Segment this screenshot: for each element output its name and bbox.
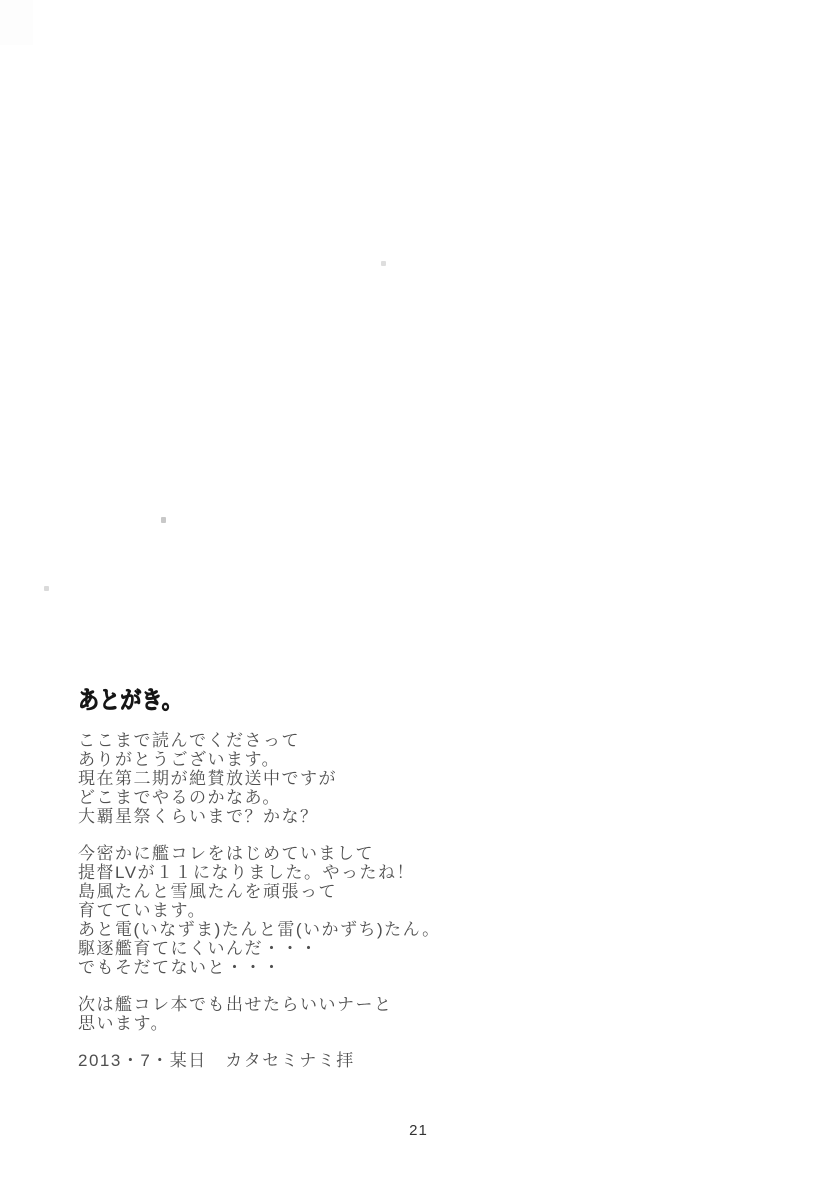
afterword-line: 駆逐艦育てにくいんだ・・・ <box>78 939 319 958</box>
afterword-line: どこまでやるのかなあ。 <box>78 788 281 807</box>
scan-corner-artifact <box>0 0 33 45</box>
scan-speck <box>161 517 166 523</box>
afterword-line: 現在第二期が絶賛放送中ですが <box>78 769 337 788</box>
afterword-line: ここまで読んでくださって <box>78 731 300 750</box>
afterword-line: でもそだてないと・・・ <box>78 958 282 977</box>
afterword-line: 島風たんと雪風たんを頑張って <box>78 882 337 901</box>
afterword-line: 提督LVが１１になりました。やったね！ <box>78 863 416 882</box>
scan-speck <box>44 586 49 591</box>
afterword-line: 大覇星祭くらいまで？かな？ <box>78 807 319 826</box>
signature-line: 2013・7・某日 カタセミナミ拝 <box>78 1051 355 1070</box>
afterword-paragraph-thanks <box>78 731 441 826</box>
afterword-line: ありがとうございます。 <box>78 750 281 769</box>
afterword-line: 思います。 <box>78 1014 170 1033</box>
afterword-line: 今密かに艦コレをはじめていまして <box>78 844 374 863</box>
page-number: 21 <box>409 1122 428 1139</box>
afterword-section <box>78 688 441 1070</box>
afterword-paragraph-nextbook <box>78 995 441 1033</box>
afterword-line: あと電(いなずま)たんと雷(いかずち)たん。 <box>78 920 441 939</box>
scan-speck <box>381 261 386 266</box>
afterword-title: あとがき。 <box>78 687 183 714</box>
afterword-line: 次は艦コレ本でも出せたらいいナーと <box>78 995 393 1014</box>
afterword-line: 育てています。 <box>78 901 207 920</box>
afterword-paragraph-kancolle <box>78 844 441 977</box>
